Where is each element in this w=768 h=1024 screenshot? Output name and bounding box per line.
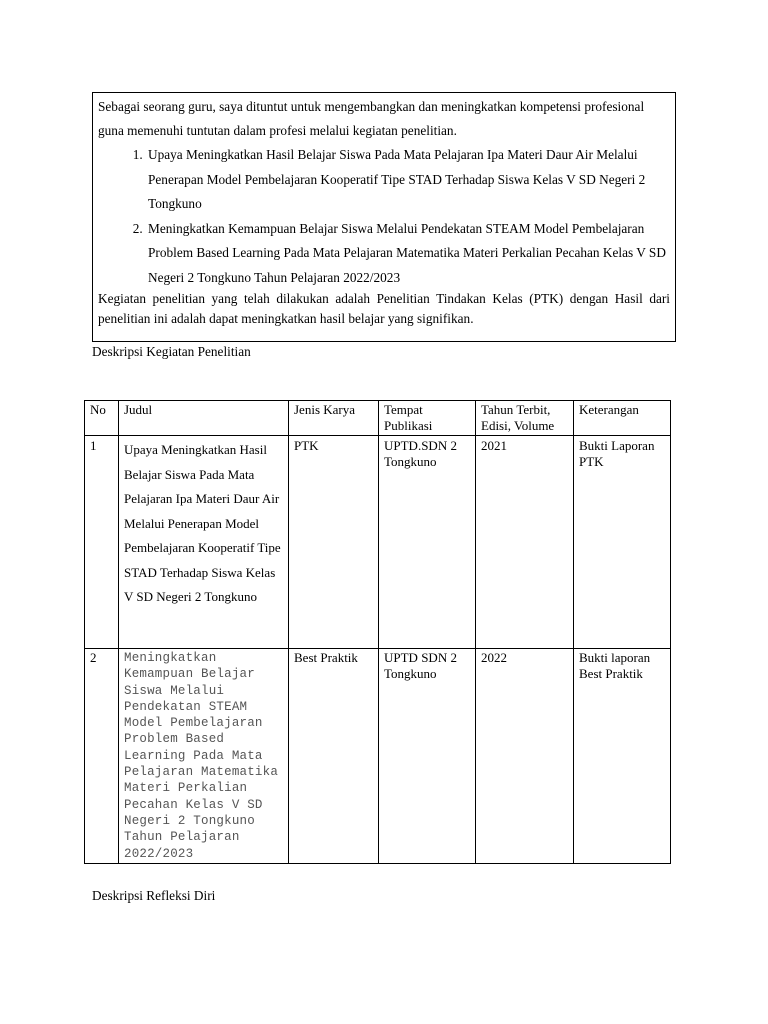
table-cell: Bukti laporan Best Praktik bbox=[574, 649, 671, 864]
header-cell: Tahun Terbit, Edisi, Volume bbox=[476, 401, 574, 436]
research-item: 2. Meningkatkan Kemampuan Belajar Siswa Melalui Pendekatan STEAM Model Pembelajaran Problem Based Learning Pada Mata Pelajaran Matematika Materi Perkalian Pecahan Kelas V SD Negeri 2 Tongkuno Tahun Pelajaran 2022/2023 bbox=[146, 217, 670, 291]
header-cell: Keterangan bbox=[574, 401, 671, 436]
summary-box bbox=[92, 92, 676, 342]
caption-research: Deskripsi Kegiatan Penelitian bbox=[92, 344, 251, 359]
header-cell: No bbox=[85, 401, 119, 436]
table-cell: UPTD.SDN 2 Tongkuno bbox=[379, 436, 476, 649]
table-cell: Upaya Meningkatkan Hasil Belajar Siswa Pada Mata Pelajaran Ipa Materi Daur Air Melalui Penerapan Model Pembelajaran Kooperatif Tipe STAD Terhadap Siswa Kelas V SD Negeri 2 Tongkuno bbox=[119, 436, 289, 649]
table-cell: 2 bbox=[85, 649, 119, 864]
table-cell: 2021 bbox=[476, 436, 574, 649]
table-cell: UPTD SDN 2 Tongkuno bbox=[379, 649, 476, 864]
table-cell: PTK bbox=[289, 436, 379, 649]
summary-conclusion: Kegiatan penelitian yang telah dilakukan adalah Penelitian Tindakan Kelas (PTK) dengan Hasil dari penelitian ini adalah dapat meningkatkan hasil belajar yang signifikan. bbox=[98, 291, 670, 326]
table-row bbox=[85, 436, 671, 649]
header-cell: Judul bbox=[119, 401, 289, 436]
header-cell: Tempat Publikasi bbox=[379, 401, 476, 436]
table-cell: Bukti Laporan PTK bbox=[574, 436, 671, 649]
summary-intro: Sebagai seorang guru, saya dituntut untuk mengembangkan dan meningkatkan kompetensi profesional guna memenuhi tuntutan dalam profesi melalui kegiatan penelitian. bbox=[98, 99, 645, 138]
table-row bbox=[85, 649, 671, 864]
research-item: 1. Upaya Meningkatkan Hasil Belajar Siswa Pada Mata Pelajaran Ipa Materi Daur Air Melalui Penerapan Model Pembelajaran Kooperatif Tipe STAD Terhadap Siswa Kelas V SD Negeri 2 Tongkuno bbox=[146, 143, 670, 217]
table-cell: Best Praktik bbox=[289, 649, 379, 864]
table-cell: 2022 bbox=[476, 649, 574, 864]
header-cell: Jenis Karya bbox=[289, 401, 379, 436]
table-cell: Meningkatkan Kemampuan Belajar Siswa Melalui Pendekatan STEAM Model Pembelajaran Problem Based Learning Pada Mata Pelajaran Matematika Materi Perkalian Pecahan Kelas V SD Negeri 2 Tongkuno Tahun Pelajaran 2022/2023 bbox=[119, 649, 289, 864]
table-header-row bbox=[85, 401, 671, 436]
table-cell: 1 bbox=[85, 436, 119, 649]
research-list bbox=[98, 143, 670, 290]
caption-reflection: Deskripsi Refleksi Diri bbox=[92, 888, 216, 903]
research-table bbox=[84, 400, 671, 864]
